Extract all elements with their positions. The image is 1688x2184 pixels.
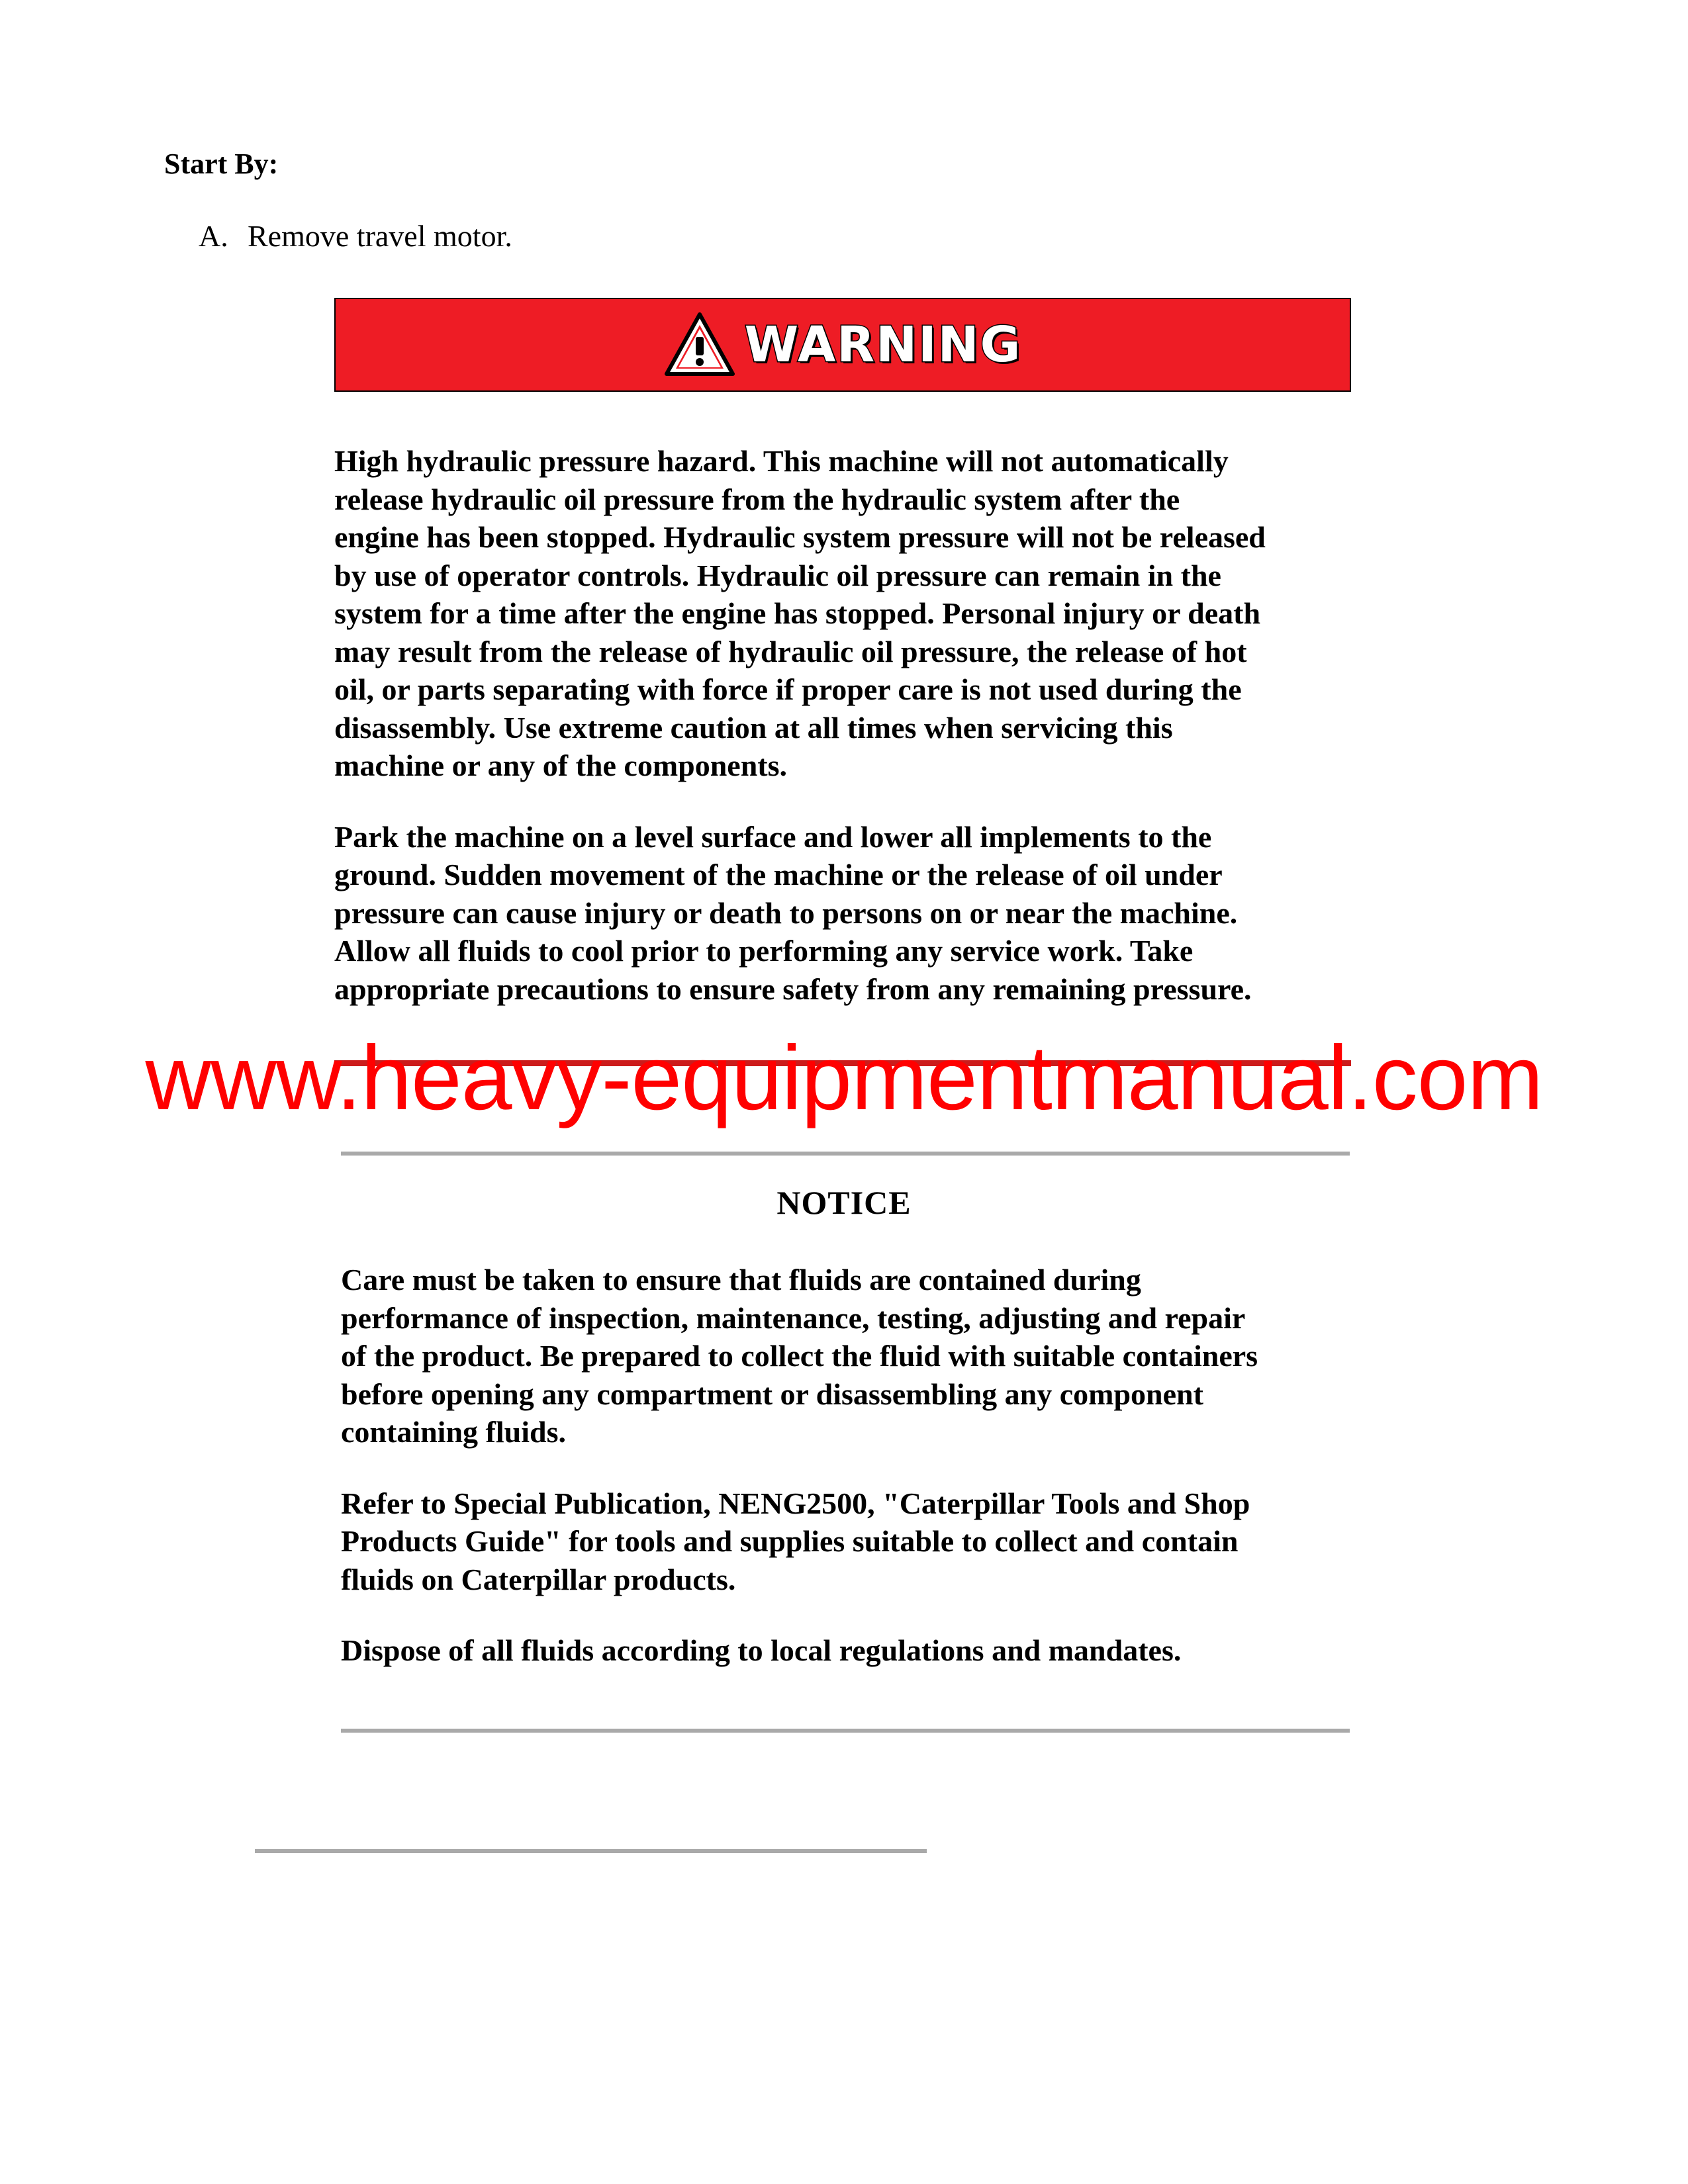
warning-label: WARNING bbox=[744, 316, 1022, 373]
warning-triangle-icon bbox=[664, 312, 735, 378]
step-letter: A. bbox=[199, 219, 228, 253]
warning-paragraph: High hydraulic pressure hazard. This machine will not automatically release hydraulic oil pressure from the hydraulic system after the engine has been stopped. Hydraulic system pressure will not be released by use of operator controls. Hydraulic oil pressure can remain in the system for a time after the engine has stopped. Personal injury or death may result from the release of hydraulic oil pressure, the release of hot oil, or parts separating with force if proper care is not used during the disassembly. Use extreme caution at all times when servicing this machine or any of the components. bbox=[334, 444, 1266, 782]
warning-paragraph: Park the machine on a level surface and lower all implements to the ground. Sudden movement of the machine or the release of oil under pressure can cause injury or death to persons on or near the machine. Allow all fluids to cool prior to performing any service work. Take appropriate precautions to ensure safety from any remaining pressure. bbox=[334, 819, 1252, 1006]
warning-banner bbox=[334, 298, 1351, 392]
notice-paragraph: Care must be taken to ensure that fluids are contained during performance of inspection, maintenance, testing, adjusting and repair of the product. Be prepared to collect the fluid with suitable containers before opening any compartment or disassembling any component containing fluids. bbox=[341, 1263, 1258, 1449]
step-text: Remove travel motor. bbox=[248, 219, 512, 253]
notice-top-rule bbox=[341, 1152, 1350, 1156]
start-by-heading: Start By: bbox=[164, 148, 279, 180]
watermark: www.heavy-equipmentmanual.com bbox=[145, 1027, 1543, 1129]
notice-bottom-rule bbox=[341, 1729, 1350, 1733]
notice-body bbox=[341, 1261, 1374, 1703]
step-item bbox=[199, 218, 512, 253]
notice-title: NOTICE bbox=[776, 1184, 912, 1221]
footer-separator bbox=[255, 1849, 927, 1853]
notice-paragraph: Refer to Special Publication, NENG2500, "Caterpillar Tools and Shop Products Guide" for tools and supplies suitable to collect and contain fluids on Caterpillar products. bbox=[341, 1486, 1250, 1596]
notice-paragraph: Dispose of all fluids according to local regulations and mandates. bbox=[341, 1633, 1182, 1667]
warning-body bbox=[334, 442, 1367, 1041]
